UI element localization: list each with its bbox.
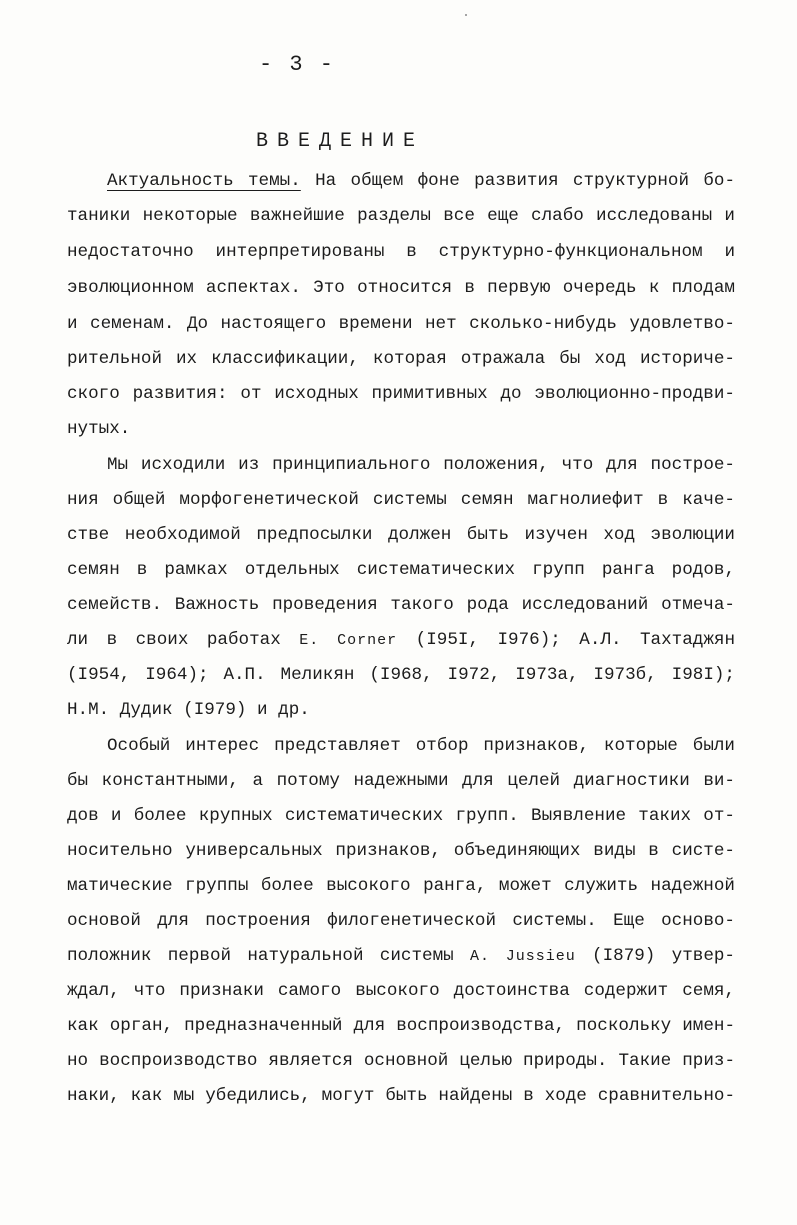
paragraph-3-line-5: матические группы более высокого ранга, может служить надежной [67,876,735,896]
paragraph-1-line-3: недостаточно интерпретированы в структурно-функциональном и [67,242,735,262]
paragraph-1-line-4: эволюционном аспектах. Это относится в первую очередь к плодам [67,278,735,298]
section-heading: ВВЕДЕНИЕ [255,130,424,153]
paragraph-3-line-11: наки, как мы убедились, могут быть найдены в ходе сравнительно- [67,1086,735,1106]
paragraph-1-line-7: ского развития: от исходных примитивных до эволюционно-продви- [67,384,735,404]
paragraph-2-text-a: ли в своих работах [67,630,281,650]
paragraph-1-line-5: и семенам. До настоящего времени нет сколько-нибудь удовлетво- [67,314,735,334]
paragraph-2-line-6 [67,628,735,654]
paragraph-2-line-3: стве необходимой предпосылки должен быть изучен ход эволюции [67,525,735,545]
paragraph-3-line-4: носительно универсальных признаков, объединяющих виды в систе- [67,841,735,861]
paragraph-3-line-10: но воспроизводство является основной целью природы. Такие приз- [67,1051,735,1071]
paragraph-2-text-b: (I95I, I976); А.Л. Тахтаджян [415,630,736,650]
paragraph-2-line-2: ния общей морфогенетической системы семян магнолиефит в каче- [67,490,735,510]
paragraph-3-line-7 [67,944,735,970]
paragraph-2-line-5: семейств. Важность проведения такого рода исследований отмеча- [67,595,735,615]
paragraph-3-line-1: Особый интерес представляет отбор признаков, которые были [107,736,735,756]
author-jussieu: A. Jussieu [469,948,576,965]
paragraph-3-line-9: как орган, предназначенный для воспроизводства, поскольку имен- [67,1016,735,1036]
scan-speck [465,14,467,16]
paragraph-3-text-a: положник первой натуральной системы [67,946,454,966]
paragraph-2-line-1: Мы исходили из принципиального положения, что для построе- [107,455,735,475]
paragraph-1-line-1 [107,169,735,195]
topic-relevance-label: Актуальность темы. [107,171,301,191]
paragraph-2-line-8: Н.М. Дудик (I979) и др. [67,700,310,720]
page-number: - 3 - [258,52,335,77]
paragraph-3-line-3: дов и более крупных систематических групп. Выявление таких от- [67,806,735,826]
paragraph-1-text: На общем фоне развития структурной бо- [315,171,736,191]
paragraph-2-line-4: семян в рамках отдельных систематических групп ранга родов, [67,560,735,580]
author-corner: E. Corner [299,632,398,649]
paragraph-2-line-7: (I954, I964); А.П. Меликян (I968, I972, I973а, I973б, I98I); [67,665,735,685]
paragraph-1-line-8: нутых. [67,419,131,439]
paragraph-3-text-b: (I879) утвер- [592,946,735,966]
paragraph-1-line-6: рительной их классификации, которая отражала бы ход историче- [67,349,735,369]
paragraph-1-line-2: таники некоторые важнейшие разделы все еще слабо исследованы и [67,206,735,226]
paragraph-3-line-8: ждал, что признаки самого высокого достоинства содержит семя, [67,981,735,1001]
paragraph-3-line-6: основой для построения филогенетической системы. Еще осново- [67,911,735,931]
paragraph-3-line-2: бы константными, а потому надежными для целей диагностики ви- [67,771,735,791]
